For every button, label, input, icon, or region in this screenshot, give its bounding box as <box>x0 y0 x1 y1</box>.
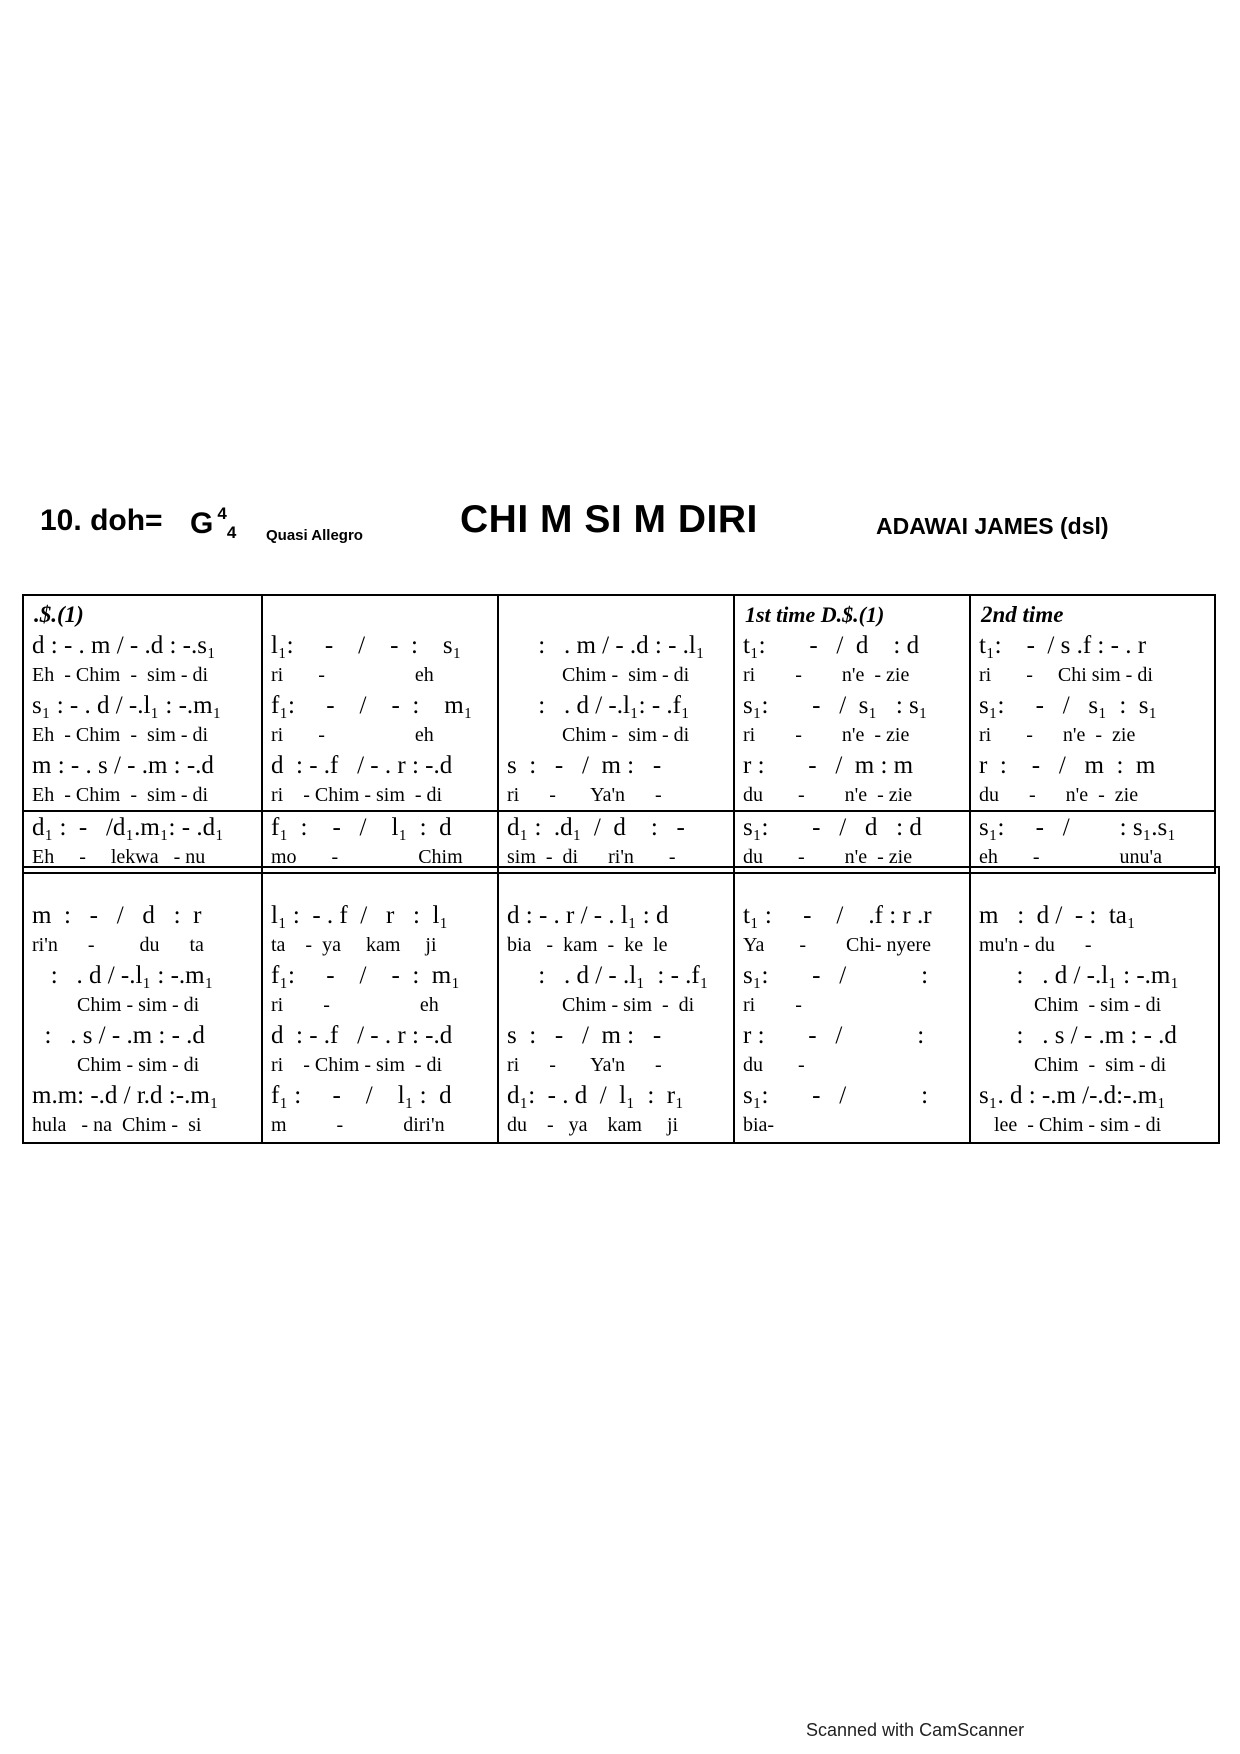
time-signature-top: 4 <box>217 504 227 523</box>
solfa-notation-line: s : - / m : - <box>507 752 662 779</box>
lyric-line: du - n'e - zie <box>971 781 1214 812</box>
lyric-line: ri - Ya'n - <box>507 1054 662 1076</box>
solfa-notation-line: : . m / - .d : - .l₁ <box>507 632 705 659</box>
solfa-notation-line: f₁ : - / l₁ : d <box>271 814 452 841</box>
solfa-notation-line: s₁: - / s₁ : s₁ <box>743 692 928 719</box>
measure-marking <box>263 596 497 630</box>
lyric-line: du - n'e - zie <box>743 846 913 868</box>
segno-mark: .$.(1) <box>34 602 84 627</box>
solfa-notation-line: f₁: - / - : m₁ <box>271 692 473 719</box>
lyric-line: ta - ya kam ji <box>271 934 437 956</box>
solfa-notation-line: d : - .f / - . r : -.d <box>271 752 453 779</box>
lyric-line: Chim - sim - di <box>979 994 1162 1016</box>
measure-cell <box>734 867 970 1143</box>
solfa-notation-line: m.m: -.d / r.d :-.m₁ <box>32 1082 219 1109</box>
solfa-notation-line: f₁ : - / l₁ : d <box>271 1082 452 1109</box>
lyric-line: Eh - Chim - sim - di <box>32 664 209 686</box>
song-number: 10. doh= <box>40 504 163 537</box>
solfa-notation-line: r : - / : <box>743 1022 925 1049</box>
lyric-line: ri - Chim - sim - di <box>263 781 497 812</box>
solfa-notation-line: f₁: - / - : m₁ <box>271 962 460 989</box>
solfa-notation-line: : . s / - .m : - .d <box>979 1022 1177 1049</box>
solfa-notation-line: r : - / m : m <box>979 752 1156 779</box>
measure-cell <box>498 595 734 873</box>
lyric-line: mo - Chim <box>271 846 463 868</box>
solfa-notation-line: s₁: - / s₁ : s₁ <box>979 692 1158 719</box>
lyric-line: Chim - sim - di <box>507 994 695 1016</box>
lyric-line: Ya - Chi- nyere <box>743 934 931 956</box>
lyric-line: sim - di ri'n - <box>507 846 676 868</box>
measure-marking <box>499 596 733 630</box>
lyric-line: du - n'e - zie <box>735 781 969 812</box>
lyric-line: mu'n - du - <box>979 934 1092 956</box>
second-ending-mark: 2nd time <box>981 602 1064 627</box>
solfa-notation-line: d₁ : .d₁ / d : - <box>507 814 685 841</box>
lyric-line: ri - Chi sim - di <box>979 664 1153 686</box>
solfa-notation-line: s₁: - / : s₁.s₁ <box>979 814 1176 841</box>
first-ending-mark: 1st time D.$.(1) <box>745 602 885 627</box>
solfa-notation-line: l₁ : - . f / r : l₁ <box>271 902 449 929</box>
solfa-notation-line: : . d / -.l₁ : -.m₁ <box>979 962 1180 989</box>
solfa-notation-line: s₁. d : -.m /-.d:-.m₁ <box>979 1082 1166 1109</box>
solfa-notation-line: m : - . s / - .m : -.d <box>32 752 214 779</box>
solfa-notation-line: d₁: - . d / l₁ : r₁ <box>507 1082 684 1109</box>
measure-cell <box>23 595 262 873</box>
measure-cell <box>262 595 498 873</box>
score-system-2 <box>22 866 1220 1144</box>
measure-cell <box>498 867 734 1143</box>
measure-cell <box>23 867 262 1143</box>
solfa-notation-line: : . d / -.l₁: - .f₁ <box>507 692 690 719</box>
lyric-line: eh - unu'a <box>979 846 1163 868</box>
lyric-line: lee - Chim - sim - di <box>979 1114 1162 1136</box>
solfa-notation-line: s : - / m : - <box>507 1022 662 1049</box>
measure-cell <box>970 595 1215 873</box>
lyric-line: ri - eh <box>271 724 434 746</box>
solfa-notation-line: d₁ : - /d₁.m₁: - .d₁ <box>32 814 224 841</box>
score-header <box>0 498 1240 558</box>
composer: ADAWAI JAMES (dsl) <box>876 513 1109 539</box>
solfa-notation-line: l₁: - / - : s₁ <box>271 632 462 659</box>
lyric-line: Eh - lekwa - nu <box>32 846 206 868</box>
lyric-line: ri - n'e - zie <box>743 724 910 746</box>
solfa-notation-line: m : d / - : ta₁ <box>979 902 1136 929</box>
measure-cell <box>970 867 1219 1143</box>
solfa-notation-line: s₁: - / : <box>743 962 929 989</box>
time-signature-bottom: 4 <box>226 523 237 542</box>
lyric-line: Chim - sim - di <box>507 724 690 746</box>
song-title: CHI M SI M DIRI <box>460 498 758 541</box>
solfa-notation-line: r : - / m : m <box>743 752 914 779</box>
lyric-line: ri - n'e - zie <box>979 724 1136 746</box>
lyric-line: bia- <box>743 1114 775 1136</box>
lyric-line: ri - eh <box>271 994 439 1016</box>
lyric-line: hula - na Chim - si <box>32 1114 202 1136</box>
solfa-notation-line: d : - . r / - . l₁ : d <box>507 902 669 929</box>
lyric-line: ri - <box>743 994 802 1016</box>
solfa-notation-line: : . d / - .l₁ : - .f₁ <box>507 962 709 989</box>
lyric-line: m - diri'n <box>271 1114 445 1136</box>
solfa-notation-line: t₁: - / d : d <box>743 632 920 659</box>
lyric-line: Eh - Chim - sim - di <box>24 781 261 812</box>
lyric-line: ri - eh <box>271 664 434 686</box>
lyric-line: Chim - sim - di <box>507 664 690 686</box>
lyric-line: Chim - sim - di <box>32 1054 200 1076</box>
solfa-notation-line: : . d / -.l₁ : -.m₁ <box>32 962 214 989</box>
lyric-line: Eh - Chim - sim - di <box>32 724 209 746</box>
solfa-notation-line: m : - / d : r <box>32 902 202 929</box>
lyric-line: Chim - sim - di <box>32 994 200 1016</box>
lyric-line: bia - kam - ke le <box>507 934 668 956</box>
lyric-line: ri'n - du ta <box>32 934 204 956</box>
solfa-notation-line: s₁: - / : <box>743 1082 929 1109</box>
score-system-1 <box>22 594 1216 874</box>
key-signature: G $^4_4$ <box>190 504 237 542</box>
scanner-watermark: Scanned with CamScanner <box>806 1720 1025 1740</box>
lyric-line: ri - Chim - sim - di <box>271 1054 443 1076</box>
lyric-line: du - ya kam ji <box>507 1114 679 1136</box>
tempo-marking: Quasi Allegro <box>266 527 363 544</box>
measure-cell <box>262 867 498 1143</box>
measure-cell <box>734 595 970 873</box>
solfa-notation-line: d : - .f / - . r : -.d <box>271 1022 453 1049</box>
solfa-notation-line: : . s / - .m : - .d <box>32 1022 205 1049</box>
lyric-line: du - <box>743 1054 805 1076</box>
lyric-line: ri - Ya'n - <box>499 781 733 812</box>
lyric-line: Chim - sim - di <box>979 1054 1167 1076</box>
solfa-notation-line: d : - . m / - .d : -.s₁ <box>32 632 216 659</box>
solfa-notation-line: t₁: - / s .f : - . r <box>979 632 1147 659</box>
solfa-notation-line: t₁ : - / .f : r .r <box>743 902 932 929</box>
solfa-notation-line: s₁ : - . d / -.l₁ : -.m₁ <box>32 692 222 719</box>
lyric-line: ri - n'e - zie <box>743 664 910 686</box>
solfa-notation-line: s₁: - / d : d <box>743 814 922 841</box>
